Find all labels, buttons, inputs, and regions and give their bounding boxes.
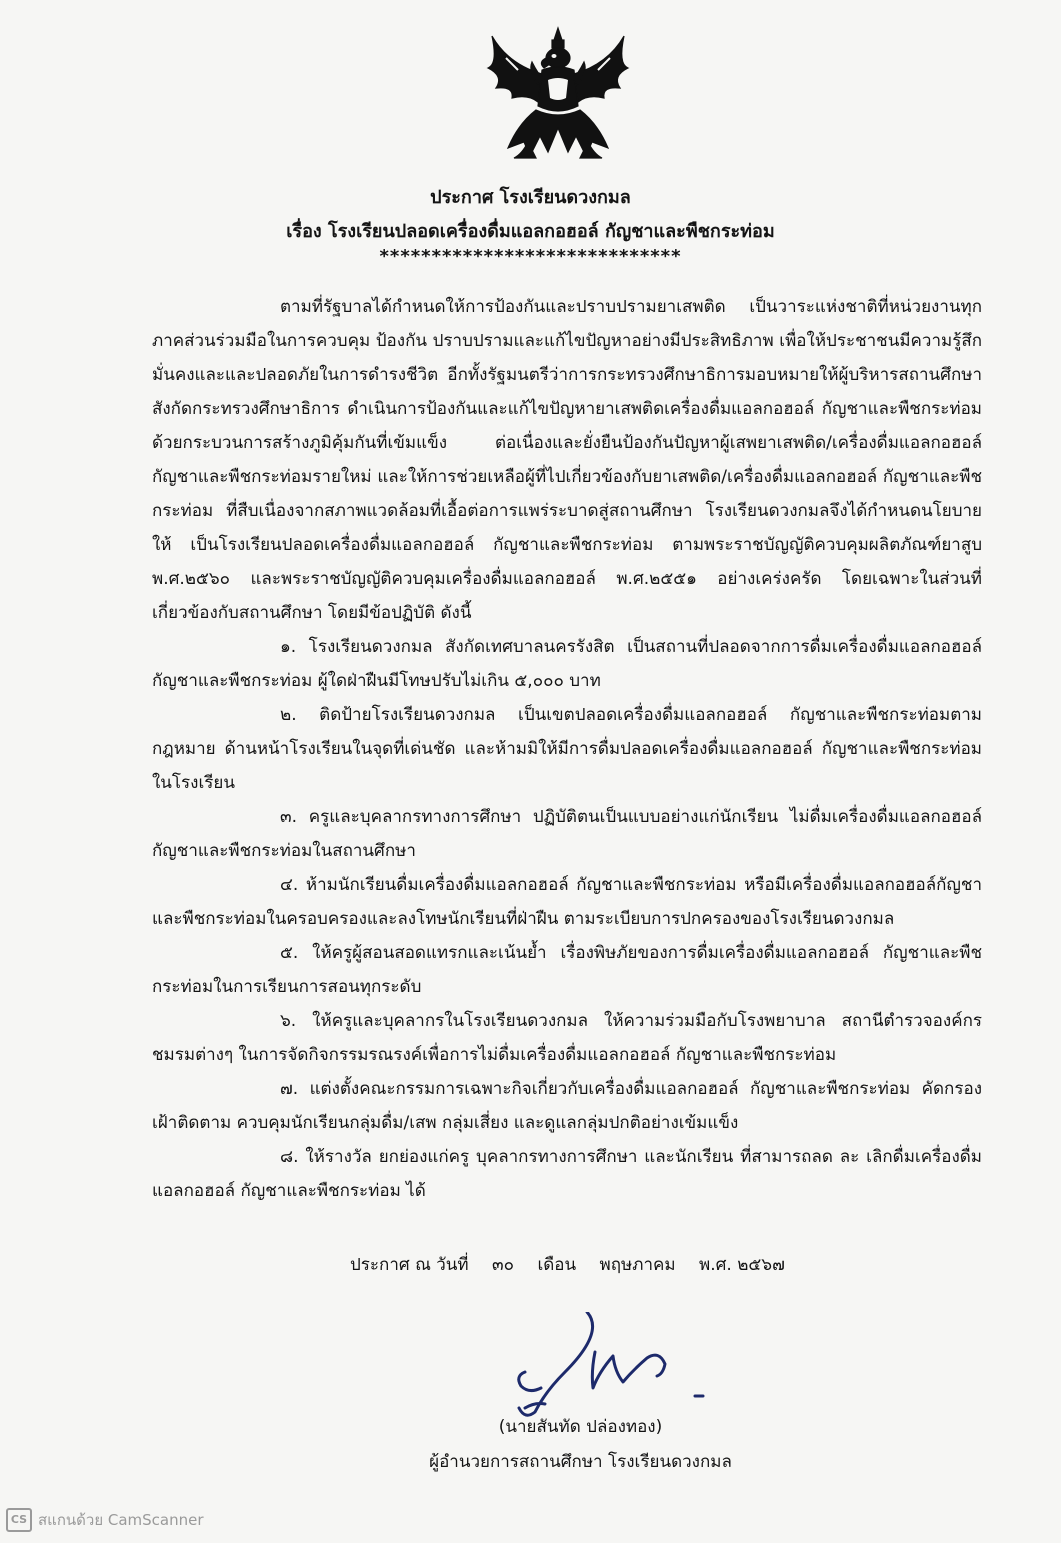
date-month-label: เดือน [537,1255,577,1275]
scanner-watermark [6,1508,204,1532]
rule-item-1: ๑. โรงเรียนดวงกมล สังกัดเทศบาลนครรังสิต เป็นสถานที่ปลอดจากการดื่มเครื่องดื่มแอลกอฮอล์ กัญชาและพืชกระท่อม ผู้ใดฝ่าฝืนมีโทษปรับไม่เกิน ๕,๐๐๐ บาท [152,637,982,691]
rule-item-6: ๖. ให้ครูและบุคลากรในโรงเรียนดวงกมล ให้ความร่วมมือกับโรงพยาบาล สถานีตำรวจองค์กร ชมรมต่างๆ ในการจัดกิจกรรมรณรงค์เพื่อการไม่ดื่มเครื่องดื่มแอลกอฮอล์ กัญชาและพืชกระท่อม [152,1011,982,1065]
date-day: ๓๐ [492,1255,515,1275]
scanner-watermark-text: สแกนด้วย CamScanner [38,1511,204,1529]
rule-item-3: ๓. ครูและบุคลากรทางการศึกษา ปฏิบัติตนเป็นแบบอย่างแก่นักเรียน ไม่ดื่มเครื่องดื่มแอลกอฮอล์ กัญชาและพืชกระท่อมในสถานศึกษา [152,807,982,861]
intro-paragraph: ตามที่รัฐบาลได้กำหนดให้การป้องกันและปราบปรามยาเสพติด เป็นวาระแห่งชาติที่หน่วยงานทุกภาคส่วนร่วมมือในการควบคุม ป้องกัน ปราบปรามและแก้ไขปัญหาอย่างมีประสิทธิภาพ เพื่อให้ประชาชนมีความรู้สึกมั่นคงและและปลอดภัยในการดำรงชีวิต อีกทั้งรัฐมนตรีว่าการกระทรวงศึกษาธิการมอบหมายให้ผู้บริหารสถานศึกษา สังกัดกระทรวงศึกษาธิการ ดำเนินการป้องกันและแก้ไขปัญหายาเสพติดเครื่องดื่มแอลกอฮอล์ กัญชาและพืชกระท่อม ด้วยกระบวนการสร้างภูมิคุ้มกันที่เข้มแข็ง ต่อเนื่องและยั่งยืนป้องกันปัญหาผู้เสพยาเสพติด/เครื่องดื่มแอลกอฮอล์ กัญชาและพืชกระท่อมรายใหม่ และให้การช่วยเหลือผู้ที่ไปเกี่ยวข้องกับยาเสพติด/เครื่องดื่มแอลกอฮอล์ กัญชาและพืชกระท่อม ที่สืบเนื่องจากสภาพแวดล้อมที่เอื้อต่อการแพร่ระบาดสู่สถานศึกษา โรงเรียนดวงกมลจึงได้กำหนดนโยบายให้ เป็นโรงเรียนปลอดเครื่องดื่มแอลกอฮอล์ กัญชาและพืชกระท่อม ตามพระราชบัญญัติควบคุมผลิตภัณฑ์ยาสูบ พ.ศ.๒๕๖๐ และพระราชบัญญัติควบคุมเครื่องดื่มแอลกอฮอล์ พ.ศ.๒๕๕๑ อย่างเคร่งครัด โดยเฉพาะในส่วนที่เกี่ยวข้องกับสถานศึกษา โดยมีข้อปฏิบัติ ดังนี้ [152,297,982,623]
announcement-body [152,290,982,1208]
separator-line: ***************************** [379,246,682,267]
rule-item-7: ๗. แต่งตั้งคณะกรรมการเฉพาะกิจเกี่ยวกับเครื่องดื่มแอลกอฮอล์ กัญชาและพืชกระท่อม คัดกรอง เฝ้าติดตาม ควบคุมนักเรียนกลุ่มดื่ม/เสพ กลุ่มเสี่ยง และดูแลกลุ่มปกติอย่างเข้มแข็ง [152,1079,982,1133]
rule-item-2: ๒. ติดป้ายโรงเรียนดวงกมล เป็นเขตปลอดเครื่องดื่มแอลกอฮอล์ กัญชาและพืชกระท่อมตามกฎหมาย ด้านหน้าโรงเรียนในจุดที่เด่นชัด และห้ามมิให้มีการดื่มปลอดเครื่องดื่มแอลกอฮอล์ กัญชาและพืชกระท่อมในโรงเรียน [152,705,982,793]
rule-item-5: ๕. ให้ครูผู้สอนสอดแทรกและเน้นย้ำ เรื่องพิษภัยของการดื่มเครื่องดื่มแอลกอฮอล์ กัญชาและพืชกระท่อมในการเรียนการสอนทุกระดับ [152,943,982,997]
garuda-emblem-icon [478,24,638,164]
announcement-date [350,1251,803,1278]
date-month: พฤษภาคม [599,1255,676,1275]
rule-item-8: ๘. ให้รางวัล ยกย่องแก่ครู บุคลากรทางการศึกษา และนักเรียน ที่สามารถลด ละ เลิกดื่มเครื่องดื่มแอลกอฮอล์ กัญชาและพืชกระท่อม ได้ [152,1147,982,1201]
rule-item-4: ๔. ห้ามนักเรียนดื่มเครื่องดื่มแอลกอฮอล์ กัญชาและพืชกระท่อม หรือมีเครื่องดื่มแอลกอฮอล์กัญชาและพืชกระท่อมในครอบครองและลงโทษนักเรียนที่ฝ่าฝืน ตามระเบียบการปกครองของโรงเรียนดวงกมล [152,875,982,929]
date-year: พ.ศ. ๒๕๖๗ [699,1255,785,1275]
signer-name: (นายสันทัด ปล่องทอง) [498,1417,663,1437]
camscanner-logo-icon: CS [6,1508,32,1532]
announcement-subject: เรื่อง โรงเรียนปลอดเครื่องดื่มแอลกอฮอล์ กัญชาและพืชกระท่อม [286,221,775,242]
signer-title: ผู้อำนวยการสถานศึกษา โรงเรียนดวงกมล [429,1452,732,1472]
announcement-title: ประกาศ โรงเรียนดวงกมล [430,187,631,208]
date-prefix: ประกาศ ณ วันที่ [350,1255,469,1275]
handwritten-signature-icon [495,1312,725,1422]
